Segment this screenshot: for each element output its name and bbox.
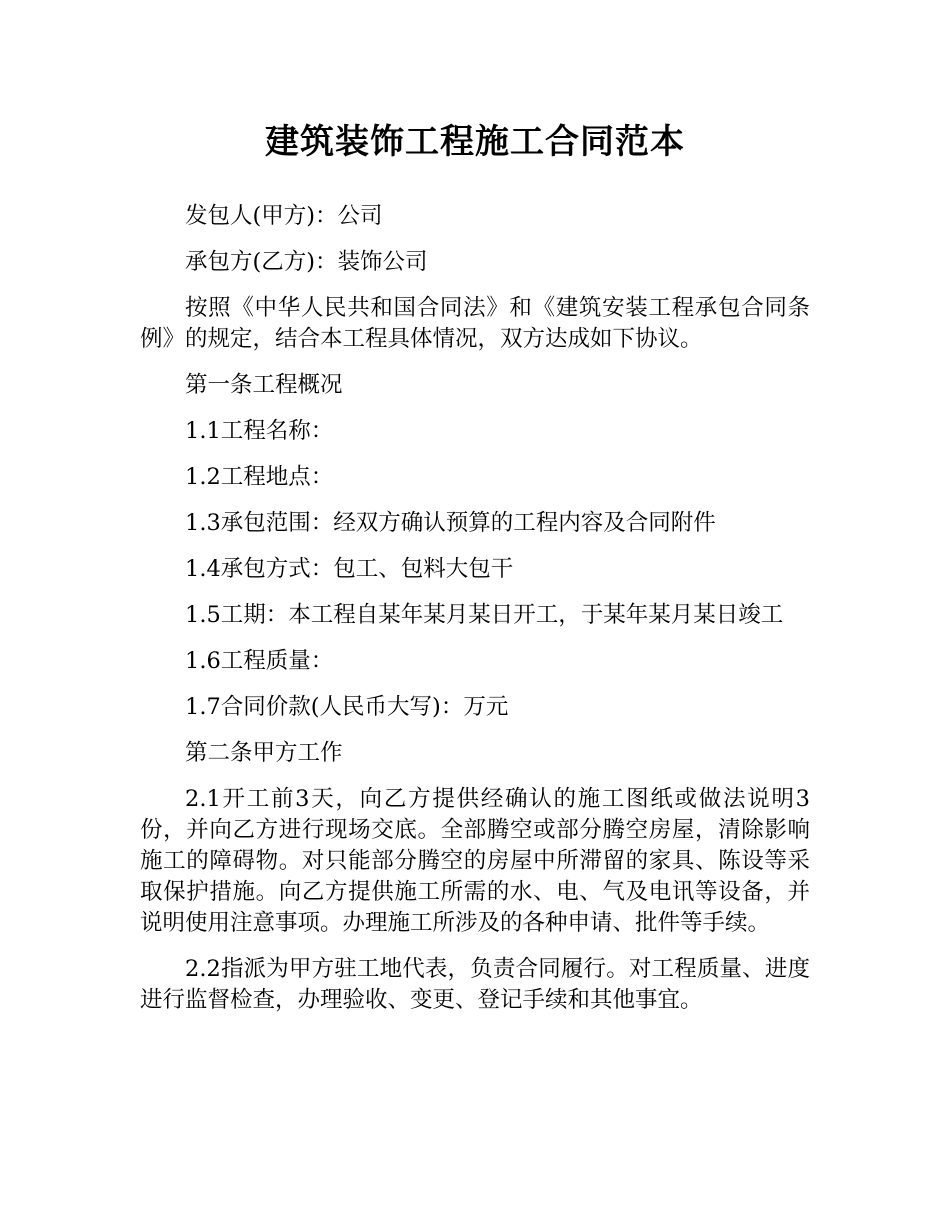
clause-1-3: 1.3承包范围：经双方确认预算的工程内容及合同附件 <box>185 510 716 536</box>
article-2-heading: 第二条甲方工作 <box>185 740 343 766</box>
document-title: 建筑装饰工程施工合同范本 <box>265 122 685 162</box>
clause-1-1: 1.1工程名称： <box>185 418 334 444</box>
clause-1-7: 1.7合同价款(人民币大写)：万元 <box>185 694 509 720</box>
document-page <box>140 115 810 1031</box>
clause-2-2: 2.2指派为甲方驻工地代表，负责合同履行。对工程质量、进度进行监督检查，办理验收、变更、登记手续和其他事宜。 <box>140 956 810 1013</box>
article-1-heading: 第一条工程概况 <box>185 372 343 398</box>
clause-2-1: 2.1开工前3天，向乙方提供经确认的施工图纸或做法说明3份，并向乙方进行现场交底。全部腾空或部分腾空房屋，清除影响施工的障碍物。对只能部分腾空的房屋中所滞留的家具、陈设等采取保护措施。向乙方提供施工所需的水、电、气及电讯等设备，并说明使用注意事项。办理施工所涉及的各种申请、批件等手续。 <box>140 786 810 936</box>
clause-1-5: 1.5工期：本工程自某年某月某日开工，于某年某月某日竣工 <box>185 602 784 628</box>
clause-1-2: 1.2工程地点： <box>185 464 334 490</box>
clause-1-6: 1.6工程质量： <box>185 648 334 674</box>
preamble-paragraph: 按照《中华人民共和国合同法》和《建筑安装工程承包合同条例》的规定，结合本工程具体情况，双方达成如下协议。 <box>140 295 810 352</box>
clause-1-4: 1.4承包方式：包工、包料大包干 <box>185 556 514 582</box>
party-a-line: 发包人(甲方)：公司 <box>185 203 383 229</box>
party-b-line: 承包方(乙方)：装饰公司 <box>185 249 428 275</box>
